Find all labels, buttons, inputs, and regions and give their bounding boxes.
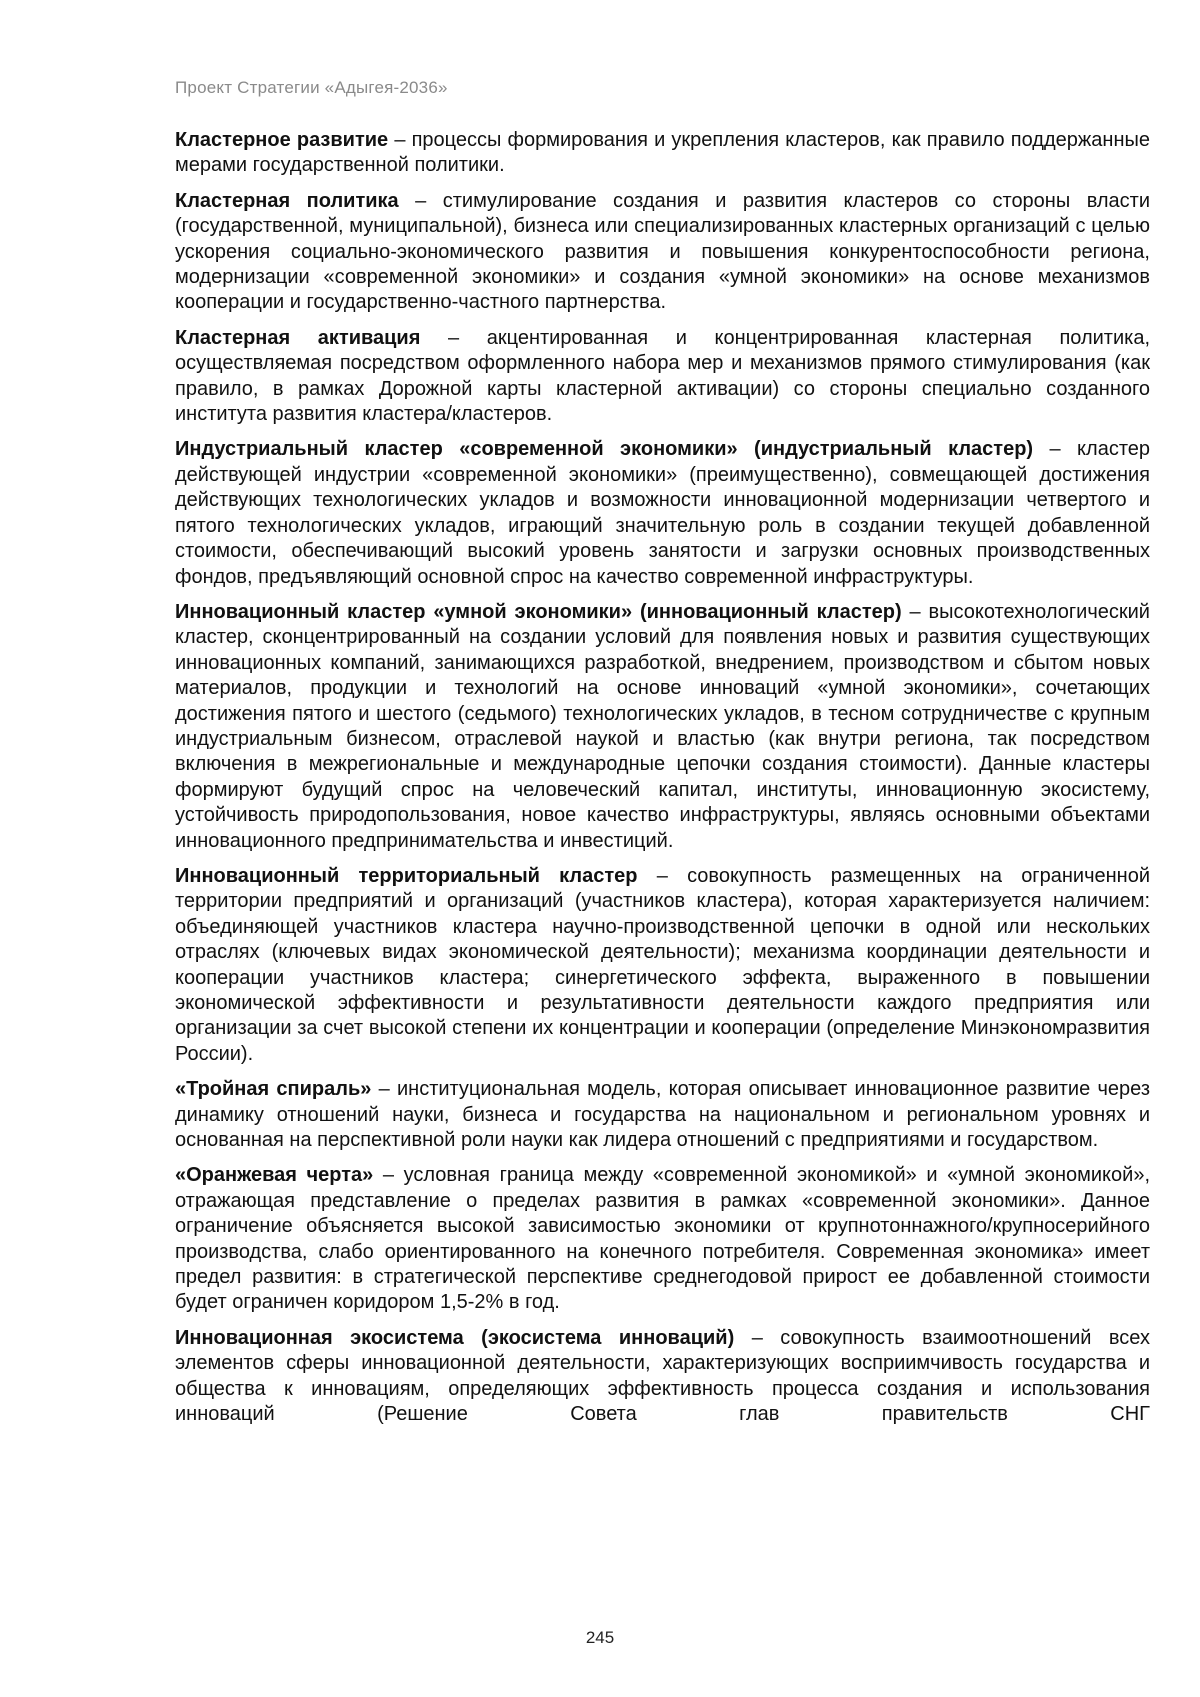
definition-text: – высокотехнологический кластер, сконцентрированный на создании условий для появления новых и развития существующих инновационных компаний, занимающихся разработкой, внедрением, производством и сбытом новых материалов, продукции и технологий на основе инноваций «умной экономики», сочетающих достижения пятого и шестого (седьмого) технологических укладов, в тесном сотрудничестве с крупным индустриальным бизнесом, отраслевой наукой и властью (как внутри региона, так посредством включения в межрегиональные и международные цепочки создания стоимости). Данные кластеры формируют будущий спрос на человеческий капитал, институты, инновационную экосистему, устойчивость природопользования, новое качество инфраструктуры, являясь основными объектами инновационного предпринимательства и инвестиций. [175,600,1150,852]
definition-term: Индустриальный кластер «современной экономики» (индустриальный кластер) [175,438,1034,461]
definition-text: – стимулирование создания и развития кластеров со стороны власти (государственной, муниципальной), бизнеса или специализированных кластерных организаций с целью ускорения социально-экономического развития и повышения конкурентоспособности региона, модернизации «современной экономики» и создания «умной экономики» на основе механизмов кооперации и государственно-частного партнерства. [175,189,1150,314]
definition-term: Инновационный кластер «умной экономики» (инновационный кластер) [175,600,902,623]
definition-term: Кластерная политика [175,189,399,212]
definition-text: – совокупность взаимоотношений всех элементов сферы инновационной деятельности, характеризующих восприимчивость государства и общества к инновациям, определяющих эффективность процесса создания и использования инноваций (Решение Совета глав правительств СНГ [175,1326,1150,1426]
page-number: 245 [585,1628,615,1647]
definition-term: Кластерное развитие [175,129,389,151]
definition-text: – совокупность размещенных на ограниченной территории предприятий и организаций (участников кластера), которая характеризуется наличием: объединяющей участников кластера научно-производственной цепочки в одной или нескольких отраслях (ключевых видах экономической деятельности); механизма координации деятельности и кооперации участников кластера; синергетического эффекта, выраженного в повышении экономической эффективности и результативности деятельности каждого предприятия или организации за счет высокой степени их концентрации и кооперации (определение Минэкономразвития России). [175,864,1150,1065]
definition-paragraph [175,600,1150,854]
definition-term: Инновационный территориальный кластер [175,864,638,887]
definition-paragraph [175,1077,1150,1153]
definition-paragraph [175,437,1150,589]
definition-text: – институциональная модель, которая описывает инновационное развитие через динамику отношений науки, бизнеса и государства на национальном и региональном уровнях и основанная на перспективной роли науки как лидера отношений с предприятиями и государством. [175,1078,1150,1152]
definition-text: – условная граница между «современной экономикой» и «умной экономикой», отражающая представление о пределах развития в рамках «современной экономики». Данное ограничение объясняется высокой зависимостью экономики от крупнотоннажного/крупносерийного производства, слабо ориентированного на конечного потребителя. Современная экономика» имеет предел развития: в стратегической перспективе среднегодовой прирост ее добавленной стоимости будет ограничен коридором 1,5-2% в год. [175,1164,1151,1314]
definition-text: – кластер действующей индустрии «современной экономики» (преимущественно), совмещающей достижения действующих технологических укладов и возможности инновационной модернизации четвертого и пятого технологических укладов, играющий значительную роль в создании текущей добавленной стоимости, обеспечивающий высокий уровень занятости и загрузки основных производственных фондов, предъявляющий основной спрос на качество современной инфраструктуры. [175,438,1150,588]
document-body [175,128,1150,1438]
definition-text: – акцентированная и концентрированная кластерная политика, осуществляемая посредством оформленного набора мер и механизмов прямого стимулирования (как правило, в рамках Дорожной карты кластерной активации) со стороны специально созданного института развития кластера/кластеров. [175,326,1150,426]
definition-paragraph [175,128,1150,179]
definition-paragraph [175,1163,1150,1315]
document-header: Проект Стратегии «Адыгея-2036» [175,78,448,97]
definition-term: Инновационная экосистема (экосистема инноваций) [175,1326,735,1349]
definition-paragraph [175,326,1150,428]
definition-paragraph [175,864,1150,1067]
definition-term: «Оранжевая черта» [175,1164,374,1187]
definition-paragraph [175,189,1150,316]
definition-paragraph [175,1326,1150,1428]
definition-term: «Тройная спираль» [175,1078,372,1101]
definition-term: Кластерная активация [175,326,421,349]
definition-text: – процессы формирования и укрепления кластеров, как правило поддержанные мерами государственной политики. [175,129,1150,177]
